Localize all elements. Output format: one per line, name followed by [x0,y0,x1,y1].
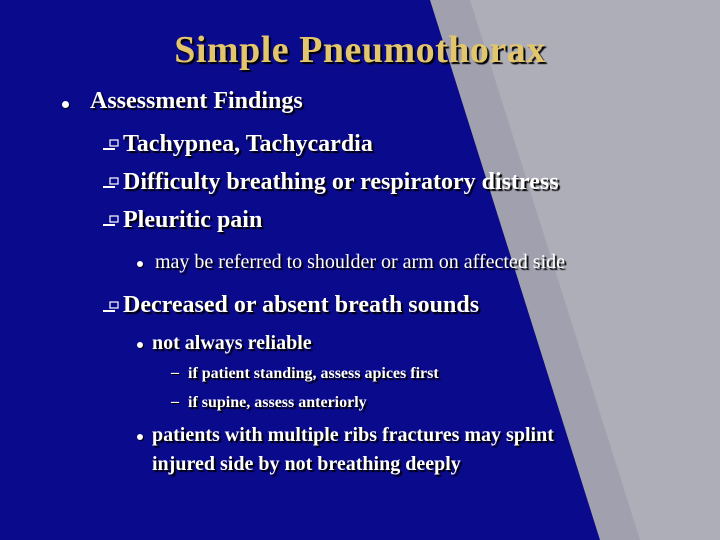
heading-assessment-findings: Assessment Findings [90,88,303,114]
bullet-dot-icon [137,261,143,267]
dash-bullet: – [171,393,179,410]
slide-title: Simple Pneumothorax [174,29,546,71]
note-rib-fractures-line2: injured side by not breathing deeply [152,453,461,475]
bullet-dot-icon [137,434,143,440]
note-rib-fractures-line1: patients with multiple ribs fractures may splint [152,424,554,446]
note-standing-apices: if patient standing, assess apices first [188,365,439,382]
dash-box-icon [102,139,120,153]
pleuritic-pain-note: may be referred to shoulder or arm on affected side [155,251,566,273]
dash-box-icon [102,301,120,315]
dash-box-icon [102,215,120,229]
note-not-always-reliable: not always reliable [152,332,312,354]
finding-decreased-breath-sounds: Decreased or absent breath sounds [123,292,480,318]
dash-box-icon [102,177,120,191]
finding-tachypnea: Tachypnea, Tachycardia [123,131,373,157]
dash-bullet: – [171,364,179,381]
note-supine-anteriorly: if supine, assess anteriorly [188,394,367,411]
finding-pleuritic-pain: Pleuritic pain [123,207,263,233]
finding-difficulty-breathing: Difficulty breathing or respiratory distress [123,169,559,195]
bullet-dot-icon [62,101,69,108]
bullet-dot-icon [137,342,143,348]
